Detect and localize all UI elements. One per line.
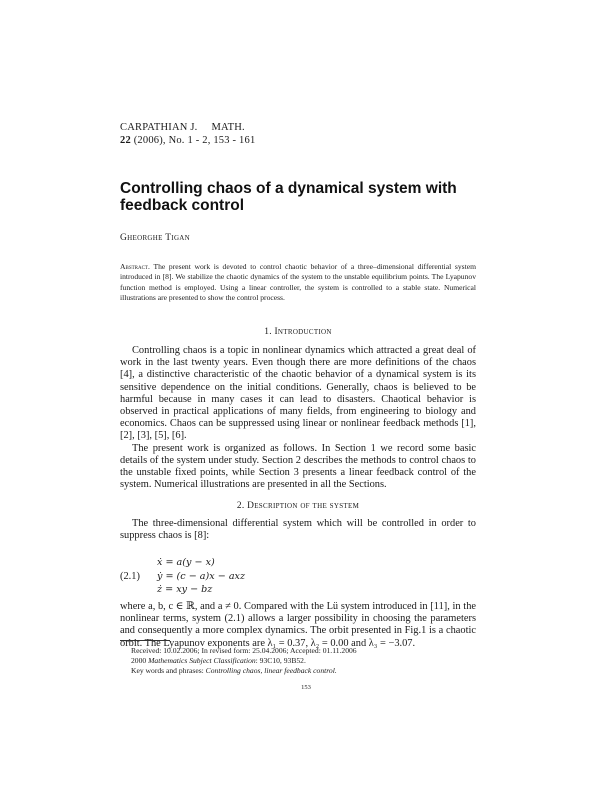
abstract-label: Abstract.	[120, 262, 150, 271]
equation-line-1: ẋ = a(y − x)	[157, 557, 215, 568]
footnote-divider	[120, 640, 170, 641]
journal-name: CARPATHIAN J.	[120, 122, 198, 133]
msc-label: Mathematics Subject Classification	[148, 656, 256, 665]
footnote-msc	[131, 656, 306, 666]
msc-year: 2000	[131, 656, 147, 665]
paragraph: The three-dimensional differential system which will be controlled in order to suppress chaos is [8]:	[120, 518, 476, 542]
journal-citation: (2006), No. 1 - 2, 153 - 161	[133, 135, 256, 146]
journal-volume: 22	[120, 135, 131, 146]
section-heading-introduction: 1. Introduction	[264, 327, 332, 337]
paragraph: The present work is organized as follows. In Section 1 we record some basic details of the system under study. Section 2 describes the methods to control chaos to the unstable fixed points, while Section 3 presents a linear feedback control of the system. Numerical illustrations are presented in all the Sections.	[120, 442, 476, 491]
section-heading-description: 2. Description of the system	[236, 501, 360, 511]
section-description-body	[120, 601, 476, 650]
journal-header	[120, 121, 255, 147]
page-number: 153	[301, 684, 311, 691]
author-name: Gheorghe Tigan	[120, 233, 191, 243]
footnote-keywords	[131, 666, 337, 676]
equation-label: (2.1)	[120, 571, 140, 582]
paper-title: Controlling chaos of a dynamical system with feedback control	[120, 180, 457, 214]
equation-line-3: ż = xy − bz	[157, 584, 213, 595]
abstract	[120, 262, 476, 303]
section-description-intro	[120, 518, 476, 542]
msc-value: : 93C10, 93B52.	[255, 656, 306, 665]
keywords-value: Controlling chaos, linear feedback control.	[205, 666, 337, 675]
section-introduction-body	[120, 345, 476, 491]
paragraph: where a, b, c ∈ ℝ, and a ≠ 0. Compared with the Lü system introduced in [11], in the nonlinear terms, system (2.1) allows a larger possibility in choosing the parameters and consequently a more complex dynamics. The orbit presented in Fig.1 is a chaotic orbit. The Lyapunov exponents are λ₁ = 0.37, λ₂ = 0.00 and λ₃ = −3.07.	[120, 601, 476, 649]
footnote-received: Received: 10.02.2006; In revised form: 25.04.2006; Accepted: 01.11.2006	[131, 646, 357, 655]
paragraph: Controlling chaos is a topic in nonlinear dynamics which attracted a great deal of work in the last twenty years. Even though there are more definitions of the chaos [4], a distinctive characteristic of the chaotic behavior of a dynamical system is its sensitive dependence on the initial conditions. Generally, chaos is believed to be harmful because in many cases it can lead to disasters. Chaotical behavior is observed in practical applications of many fields, from engineering to biology and economics. Chaos can be suppressed using linear or nonlinear feedback methods [1], [2], [3], [5], [6].	[120, 345, 476, 442]
equation-line-2: ẏ = (c − a)x − axz	[157, 571, 246, 582]
keywords-label: Key words and phrases:	[131, 666, 204, 675]
abstract-text: The present work is devoted to control chaotic behavior of a three–dimensional differential system introduced in [8]. We stabilize the chaotic dynamics of the system to the unstable equilibrium points. The Lyapunov function method is employed. Using a linear controller, the system is controlled to a stable state. Numerical illustrations are presented to show the control process.	[120, 262, 477, 302]
journal-subject: MATH.	[211, 122, 245, 133]
